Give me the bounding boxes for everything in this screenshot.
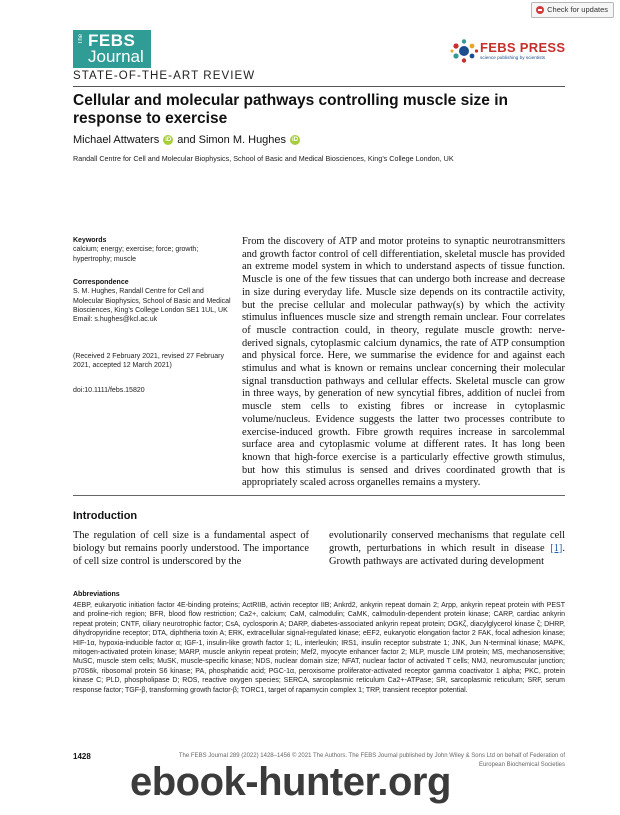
keywords-heading-label: Keywords (73, 237, 107, 244)
article-type: STATE-OF-THE-ART REVIEW (73, 70, 256, 82)
header-divider (73, 86, 565, 87)
doi-link[interactable]: doi:10.1111/febs.15820 (73, 387, 145, 394)
check-for-updates-label: Check for updates (547, 5, 608, 14)
correspondence-block (73, 278, 233, 324)
keywords-text: calcium; energy; exercise; force; growth; hypertrophy; muscle (73, 246, 199, 263)
top-bar (0, 0, 620, 18)
correspondence-heading: Correspondence (73, 279, 129, 286)
abstract-divider (73, 495, 565, 496)
author-2: and Simon M. Hughes (177, 134, 287, 146)
febs-press-dots-icon (450, 38, 480, 64)
article-title: Cellular and molecular pathways controlling muscle size in response to exercise (73, 92, 508, 127)
abstract: From the discovery of ATP and motor proteins to synaptic neurotransmitters and growth factor control of cell differentiation, skeletal muscle has provided an extreme model system in which to understand aspects of tissue function. Muscle is one of the few tissues that can undergo both increase and decrease in size during everyday life. Muscle size depends on its contractile activity, but the precise cellular and molecular pathway(s) by which the activity stimulus influences muscle size and strength remain unclear. Four correlates of muscle contraction could, in theory, regulate muscle growth: nerve-derived signals, cytoplasmic calcium dynamics, the rate of ATP consumption and physical force. Here, we summarise the evidence for and against each stimulus and what is known or remains unclear concerning their molecular signal transduction pathways and cellular effects. Skeletal muscle can grow in three ways, by generation of new syncytial fibres, addition of nuclei from muscle stem cells to existing fibres or increase in cytoplasmic volume/nucleus. Evidence suggests the latter two processes contribute to exercise-induced growth. Fibre growth requires increase in sarcolemmal surface area and cytoplasmic volume at different rates. It has long been known that high-force exercise is a particularly effective growth stimulus, but how this stimulus is sensed and drives coordinated growth that is appropriately scaled across organelles remains a mystery. (242, 236, 565, 489)
orcid-icon[interactable]: iD (292, 137, 299, 143)
received-dates: (Received 2 February 2021, revised 27 February 2021, accepted 12 March 2021) (73, 353, 224, 370)
logo-journal: Journal (88, 47, 144, 66)
orcid-icon[interactable]: iD (165, 137, 172, 143)
page-number: 1428 (73, 752, 91, 761)
check-for-updates-button[interactable] (531, 2, 614, 18)
check-updates-icon (536, 6, 544, 14)
logo-febs: FEBS (88, 31, 136, 50)
correspondence-text: S. M. Hughes, Randall Centre for Cell and Molecular Biophysics, School of Basic and Medical Biosciences, King’s College London SE1 1UL, UK (73, 288, 231, 314)
watermark: ebook-hunter.org (130, 760, 451, 804)
febs-press-logo (450, 38, 570, 64)
correspondence-email[interactable]: Email: s.hughes@kcl.ac.uk (73, 316, 158, 324)
intro-column-2 (329, 530, 565, 568)
abbreviations-heading: Abbreviations (73, 591, 120, 598)
footer-copyright: The FEBS Journal 289 (2022) 1428–1456 © 2021 The Authors. The FEBS Journal published by John Wiley & Sons Ltd on behalf of Federation of European Biochemical Societies (178, 753, 565, 768)
citation-link[interactable]: [1] (550, 542, 563, 554)
author-1: Michael Attwaters (73, 134, 160, 146)
press-subtitle: science publishing by scientists (480, 55, 546, 60)
intro-col2-rest: . Growth pathways are activated during development (329, 542, 565, 567)
febs-journal-logo (73, 30, 151, 68)
introduction-heading: Introduction (73, 510, 138, 522)
keywords-heading (73, 236, 233, 264)
affiliation: Randall Centre for Cell and Molecular Biophysics, School of Basic and Medical Biosciences, King’s College London, UK (73, 154, 454, 163)
press-title: FEBS PRESS (480, 40, 566, 55)
author-list (73, 134, 304, 146)
logo-the: The (78, 34, 84, 45)
intro-column-1: The regulation of cell size is a fundamental aspect of biology but remains poorly understood. The importance of cell size control is underscored by the (73, 530, 309, 567)
intro-col2-text: evolutionarily conserved mechanisms that regulate cell growth, perturbations in which result in disease (329, 530, 565, 554)
abbreviations-text: 4EBP, eukaryotic initiation factor 4E-binding proteins; ActRIIB, activin receptor IIB; Ankrd2, ankyrin repeat domain 2; Arpp, ankyrin repeat protein with PEST and proline-rich region; BFR, blood flow restriction; Ca2+, calcium; CaM, calmodulin; CaMK, calmodulin-dependent protein kinase; CARP, cardiac ankyrin repeat protein; CNTF, ciliary neurotrophic factor; CsA, cyclosporin A; DARP, diabetes-associated ankyrin repeat protein; DGKζ, diacylglycerol kinase ζ; DHRP, dihydropyridine receptor; DTA, diphtheria toxin A; ERK, extracellular signal-regulated kinase; eEF2, eukaryotic elongation factor 2 FAK, focal adhesion kinase; HIF-1α, hypoxia-inducible factor α; IGF-1, insulin-like growth factor 1; IL, interleukin; IRS1, insulin receptor substrate 1; JNK, Jun N-terminal kinase; MAPK, mitogen-activated protein kinase; MARP, muscle ankyrin repeat protein; Mef2, myocyte enhancer factor 2; MLP, muscle LIM protein; MS, mechanosensitive; MuSC, muscle stem cells; MuSK, muscle-specific kinase; NDS, nuclear domain size; NFAT, nuclear factor of activated T cells; NMJ, neuromuscular junction; p70S6k, ribosomal protein S6 kinase; PA, phosphatidic acid; PGC-1α, peroxisome proliferator-activated receptor gamma coactivator 1 alpha; PKC, protein kinase C; PLD, phospholipase D; ROS, reactive oxygen species; SERCA, sarcoplasmic reticulum Ca2+-ATPase; SR, sarcoplasmic reticulum; SRF, serum response factor; TGF-β, transforming growth factor-β; TORC1, target of rapamycin complex 1; TRP, transient receptor potential. (73, 602, 565, 694)
